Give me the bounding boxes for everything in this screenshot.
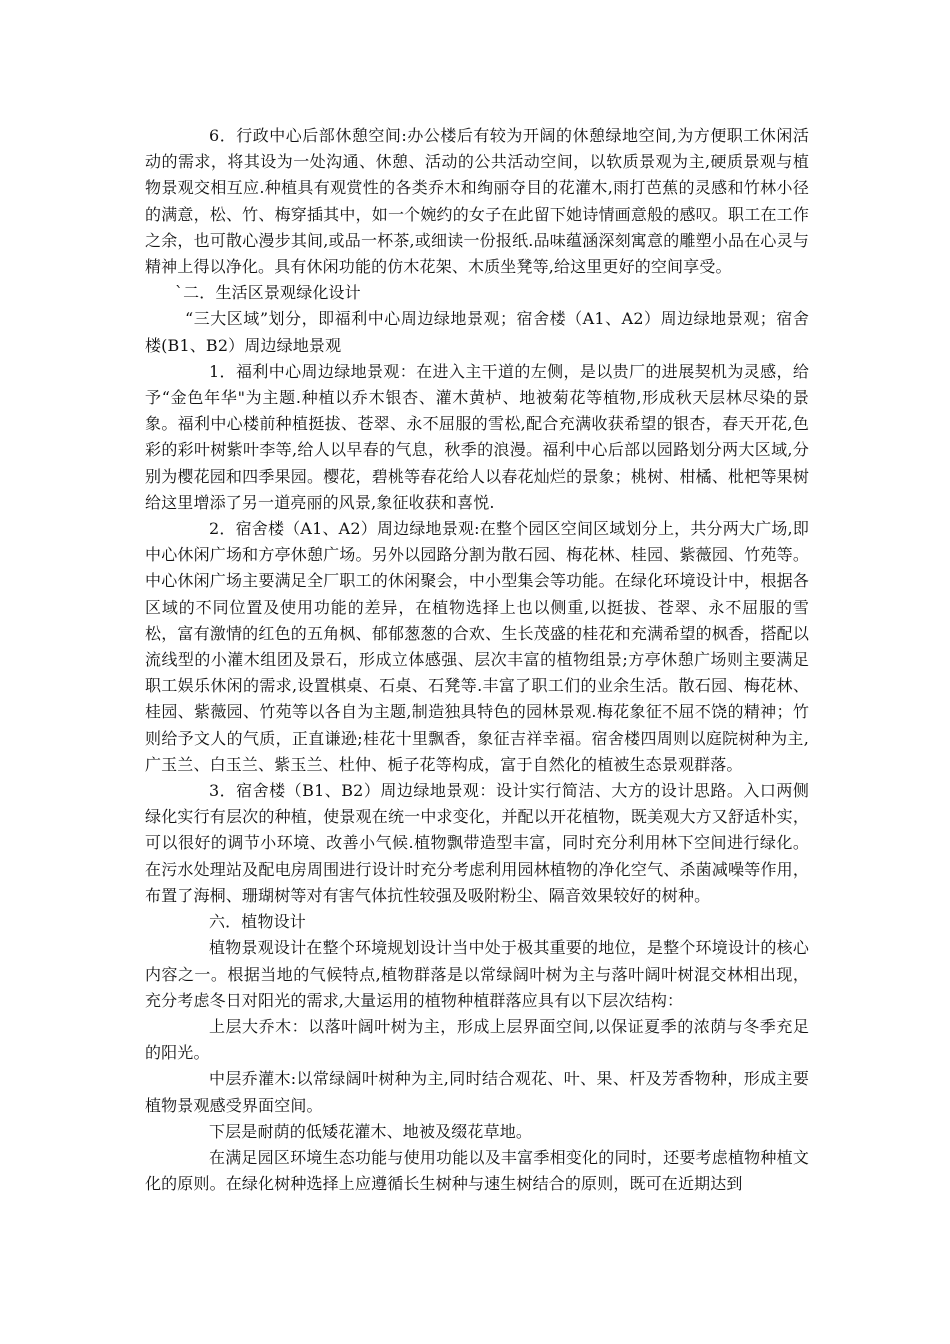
section-heading-living-area: `二．生活区景观绿化设计 xyxy=(175,283,361,303)
paragraph-admin-rest-space: 6．行政中心后部休憩空间:办公楼后有较为开阔的休憩绿地空间,为方便职工休闲活动的需求，将其设为一处沟通、休憩、活动的公共活动空间，以软质景观为主,硬质景观与植物景观交相互应.种植具有观赏性的各类乔木和绚丽夺目的花灌木,雨打芭蕉的灵感和竹林小径的满意，松、竹、梅穿插其中，如一个婉约的女子在此留下她诗情画意般的感叹。职工在工作之余，也可散心漫步其间,或品一杯茶,或细读一份报纸.品味蕴涵深刻寓意的雕塑小品在心灵与精神上得以净化。具有休闲功能的仿木花架、木质坐凳等,给这里更好的空间享受。 xyxy=(145,126,809,277)
section-heading-plant-design: 六．植物设计 xyxy=(209,912,306,932)
paragraph-welfare-center: 1．福利中心周边绿地景观：在进入主干道的左侧，是以贵厂的进展契机为灵感，给予“金色年华"为主题.种植以乔木银杏、灌木黄栌、地被菊花等植物,形成秋天层林尽染的景象。福利中心楼前种植挺拔、苍翠、永不屈服的雪松,配合充满收获希望的银杏，春天开花,色彩的彩叶树紫叶李等,给人以早春的气息，秋季的浪漫。福利中心后部以园路划分两大区域,分别为樱花园和四季果园。樱花，碧桃等春花给人以春花灿烂的景象；桃树、柑橘、枇杷等果树给这里增添了另一道亮丽的风景,象征收获和喜悦. xyxy=(145,361,809,512)
paragraph-dormitory-a: 2．宿舍楼（A1、A2）周边绿地景观:在整个园区空间区域划分上，共分两大广场,即中心休闲广场和方亭休憩广场。另外以园路分割为散石园、梅花林、桂园、紫薇园、竹苑等。中心休闲广场主要满足全厂职工的休闲聚会，中小型集会等功能。在绿化环境设计中，根据各区域的不同位置及使用功能的差异，在植物选择上也以侧重,以挺拔、苍翠、永不屈服的雪松，富有激情的红色的五角枫、郁郁葱葱的合欢、生长茂盛的桂花和充满希望的枫香，搭配以流线型的小灌木组团及景石，形成立体感强、层次丰富的植物组景;方亭休憩广场则主要满足职工娱乐休闲的需求,设置棋桌、石桌、石凳等.丰富了职工们的业余生活。散石园、梅花林、桂园、紫薇园、竹苑等以各自为主题,制造独具特色的园林景观.梅花象征不屈不饶的精神；竹则给予文人的气质，正直谦逊;桂花十里飘香，象征吉祥幸福。宿舍楼四周则以庭院树种为主,广玉兰、白玉兰、紫玉兰、杜仲、栀子花等构成，富于自然化的植被生态景观群落。 xyxy=(145,519,809,774)
document-body xyxy=(145,123,809,1197)
paragraph-three-areas: “三大区域”划分，即福利中心周边绿地景观；宿舍楼（A1、A2）周边绿地景观；宿舍楼(B1、B2）周边绿地景观 xyxy=(145,309,809,355)
paragraph-plant-landscape: 植物景观设计在整个环境规划设计当中处于极其重要的地位，是整个环境设计的核心内容之一。根据当地的气候特点,植物群落是以常绿阔叶树为主与落叶阔叶树混交林相出现，充分考虑冬日对阳光的需求,大量运用的植物种植群落应具有以下层次结构： xyxy=(145,938,809,1010)
paragraph-planting-principles: 在满足园区环境生态功能与使用功能以及丰富季相变化的同时，还要考虑植物种植文化的原则。在绿化树种选择上应遵循长生树种与速生树结合的原则，既可在近期达到 xyxy=(145,1147,809,1194)
paragraph-dormitory-b: 3．宿舍楼（B1、B2）周边绿地景观：设计实行简洁、大方的设计思路。入口两侧绿化实行有层次的种植，使景观在统一中求变化，并配以开花植物，既美观大方又舒适朴实，可以很好的调节小环境、改善小气候.植物飘带造型丰富，同时充分利用林下空间进行绿化。在污水处理站及配电房周围进行设计时充分考虑利用园林植物的净化空气、杀菌减噪等作用，布置了海桐、珊瑚树等对有害气体抗性较强及吸附粉尘、隔音效果较好的树种。 xyxy=(145,781,809,905)
paragraph-upper-layer: 上层大乔木：以落叶阔叶树为主，形成上层界面空间,以保证夏季的浓荫与冬季充足的阳光。 xyxy=(145,1016,809,1063)
paragraph-middle-layer: 中层乔灌木:以常绿阔叶树种为主,同时结合观花、叶、果、杆及芳香物种，形成主要植物景观感受界面空间。 xyxy=(145,1069,809,1115)
paragraph-lower-layer: 下层是耐荫的低矮花灌木、地被及缀花草地。 xyxy=(209,1121,533,1141)
